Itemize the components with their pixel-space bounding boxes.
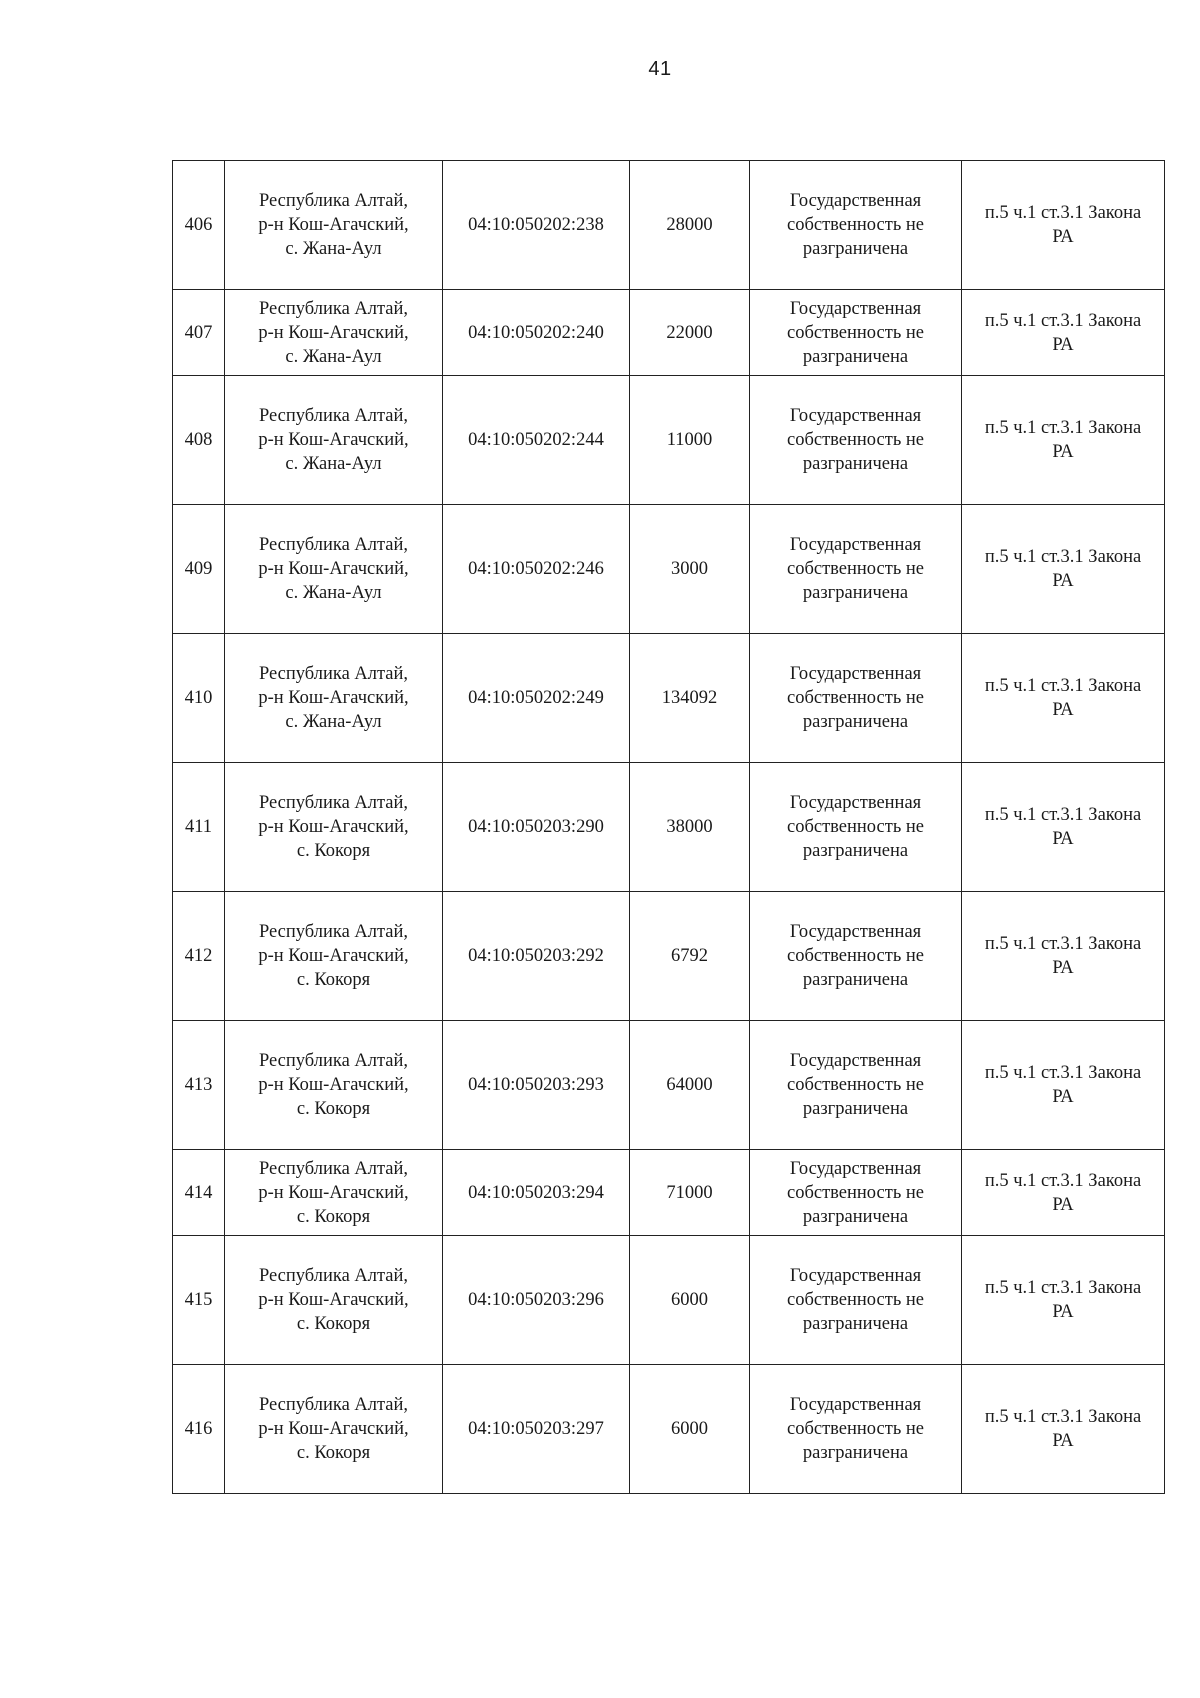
legal-basis-line-2: РА — [1052, 1302, 1074, 1322]
ownership-line-1: Государственная — [789, 191, 922, 211]
address-region: Республика Алтай, — [258, 406, 409, 426]
legal-basis-line-1: п.5 ч.1 ст.3.1 Закона — [984, 1063, 1142, 1083]
ownership-line-3: разграничена — [802, 454, 909, 474]
row-number: 410 — [184, 688, 213, 708]
legal-basis-line-1: п.5 ч.1 ст.3.1 Закона — [984, 310, 1142, 331]
table-row — [173, 505, 1165, 634]
page-number: 41 — [648, 58, 672, 80]
ownership-cell — [750, 634, 962, 763]
address-locality: с. Кокоря — [296, 841, 371, 861]
ownership-line-3: разграничена — [802, 1314, 909, 1334]
ownership-line-3: разграничена — [802, 1443, 909, 1463]
legal-basis-cell — [962, 634, 1165, 763]
table-row — [173, 763, 1165, 892]
ownership-cell — [750, 376, 962, 505]
legal-basis-cell — [962, 290, 1165, 376]
row-number: 409 — [184, 559, 213, 579]
area-cell — [630, 634, 750, 763]
cadastral-number-cell — [443, 1021, 630, 1150]
ownership-line-2: собственность не — [787, 1290, 924, 1310]
legal-basis-line-1: п.5 ч.1 ст.3.1 Закона — [984, 676, 1142, 696]
address-locality: с. Кокоря — [296, 1314, 371, 1334]
legal-basis-line-1: п.5 ч.1 ст.3.1 Закона — [984, 1170, 1142, 1191]
address-locality: с. Жана-Аул — [285, 454, 382, 474]
area-cell — [630, 1150, 750, 1236]
ownership-cell — [750, 892, 962, 1021]
area-cell — [630, 763, 750, 892]
legal-basis-cell — [962, 1365, 1165, 1494]
legal-basis-line-1: п.5 ч.1 ст.3.1 Закона — [984, 934, 1142, 954]
legal-basis-cell — [962, 1150, 1165, 1236]
area-value: 6792 — [671, 946, 708, 966]
cadastral-number-cell — [443, 1236, 630, 1365]
ownership-line-1: Государственная — [789, 1395, 922, 1415]
land-plots-table — [172, 160, 1165, 1494]
ownership-line-2: собственность не — [787, 322, 924, 343]
ownership-line-3: разграничена — [802, 970, 909, 990]
ownership-line-2: собственность не — [787, 1075, 924, 1095]
address-cell — [225, 376, 443, 505]
cadastral-number-cell — [443, 892, 630, 1021]
row-number-cell — [173, 376, 225, 505]
address-locality: с. Кокоря — [296, 1206, 371, 1227]
cadastral-number-cell — [443, 161, 630, 290]
address-district: р-н Кош-Агачский, — [258, 559, 409, 579]
address-region: Республика Алтай, — [258, 793, 409, 813]
legal-basis-line-1: п.5 ч.1 ст.3.1 Закона — [984, 203, 1142, 223]
legal-basis-cell — [962, 1021, 1165, 1150]
legal-basis-line-2: РА — [1052, 1431, 1074, 1451]
address-region: Республика Алтай, — [258, 1395, 409, 1415]
table-row — [173, 634, 1165, 763]
area-value: 6000 — [671, 1419, 708, 1439]
address-cell — [225, 763, 443, 892]
table-row — [173, 1365, 1165, 1494]
address-region: Республика Алтай, — [258, 191, 409, 211]
address-cell — [225, 1365, 443, 1494]
legal-basis-line-2: РА — [1052, 571, 1074, 591]
ownership-line-3: разграничена — [802, 712, 909, 732]
ownership-line-2: собственность не — [787, 559, 924, 579]
ownership-line-3: разграничена — [802, 841, 909, 861]
row-number-cell — [173, 892, 225, 1021]
address-district: р-н Кош-Агачский, — [258, 215, 409, 235]
address-locality: с. Кокоря — [296, 970, 371, 990]
address-region: Республика Алтай, — [258, 535, 409, 555]
area-value: 22000 — [666, 322, 713, 343]
legal-basis-line-2: РА — [1052, 700, 1074, 720]
row-number: 414 — [184, 1182, 213, 1203]
ownership-cell — [750, 505, 962, 634]
ownership-cell — [750, 1236, 962, 1365]
table-row — [173, 1236, 1165, 1365]
cadastral-number: 04:10:050203:293 — [468, 1075, 604, 1095]
row-number-cell — [173, 1150, 225, 1236]
address-cell — [225, 634, 443, 763]
ownership-line-2: собственность не — [787, 1419, 924, 1439]
ownership-line-3: разграничена — [802, 346, 909, 367]
legal-basis-line-2: РА — [1052, 1194, 1074, 1215]
address-district: р-н Кош-Агачский, — [258, 1075, 409, 1095]
address-district: р-н Кош-Агачский, — [258, 1290, 409, 1310]
cadastral-number-cell — [443, 763, 630, 892]
address-district: р-н Кош-Агачский, — [258, 688, 409, 708]
cadastral-number: 04:10:050202:240 — [468, 322, 604, 343]
row-number: 407 — [184, 322, 213, 343]
address-district: р-н Кош-Агачский, — [258, 430, 409, 450]
cadastral-number-cell — [443, 1365, 630, 1494]
legal-basis-cell — [962, 161, 1165, 290]
address-locality: с. Кокоря — [296, 1099, 371, 1119]
ownership-line-1: Государственная — [789, 793, 922, 813]
cadastral-number: 04:10:050203:296 — [468, 1290, 604, 1310]
row-number: 416 — [184, 1419, 213, 1439]
address-locality: с. Кокоря — [296, 1443, 371, 1463]
row-number-cell — [173, 505, 225, 634]
ownership-line-2: собственность не — [787, 1182, 924, 1203]
ownership-line-1: Государственная — [789, 1266, 922, 1286]
row-number-cell — [173, 161, 225, 290]
cadastral-number: 04:10:050203:294 — [468, 1182, 604, 1203]
row-number: 413 — [184, 1075, 213, 1095]
address-locality: с. Жана-Аул — [285, 583, 382, 603]
address-cell — [225, 505, 443, 634]
cadastral-number: 04:10:050202:238 — [468, 215, 604, 235]
ownership-line-2: собственность не — [787, 430, 924, 450]
ownership-line-1: Государственная — [789, 535, 922, 555]
address-cell — [225, 161, 443, 290]
area-value: 28000 — [666, 215, 713, 235]
area-value: 6000 — [671, 1290, 708, 1310]
ownership-line-1: Государственная — [789, 922, 922, 942]
row-number-cell — [173, 1236, 225, 1365]
table-row — [173, 892, 1165, 1021]
address-district: р-н Кош-Агачский, — [258, 1182, 409, 1203]
area-value: 11000 — [666, 430, 713, 450]
ownership-line-2: собственность не — [787, 817, 924, 837]
address-cell — [225, 1021, 443, 1150]
ownership-line-3: разграничена — [802, 583, 909, 603]
cadastral-number-cell — [443, 1150, 630, 1236]
row-number-cell — [173, 1021, 225, 1150]
area-cell — [630, 505, 750, 634]
cadastral-number: 04:10:050202:249 — [468, 688, 604, 708]
address-region: Республика Алтай, — [258, 1051, 409, 1071]
address-region: Республика Алтай, — [258, 664, 409, 684]
address-region: Республика Алтай, — [258, 298, 409, 319]
address-cell — [225, 1150, 443, 1236]
ownership-line-2: собственность не — [787, 688, 924, 708]
cadastral-number: 04:10:050203:290 — [468, 817, 604, 837]
row-number-cell — [173, 634, 225, 763]
ownership-line-1: Государственная — [789, 298, 922, 319]
ownership-cell — [750, 161, 962, 290]
table-row — [173, 290, 1165, 376]
ownership-line-1: Государственная — [789, 1051, 922, 1071]
ownership-cell — [750, 1021, 962, 1150]
ownership-line-1: Государственная — [789, 406, 922, 426]
ownership-line-3: разграничена — [802, 1206, 909, 1227]
ownership-line-1: Государственная — [789, 664, 922, 684]
table-row — [173, 1150, 1165, 1236]
cadastral-number: 04:10:050202:244 — [468, 430, 604, 450]
area-cell — [630, 161, 750, 290]
row-number-cell — [173, 290, 225, 376]
cadastral-number: 04:10:050202:246 — [468, 559, 604, 579]
cadastral-number-cell — [443, 376, 630, 505]
cadastral-number-cell — [443, 634, 630, 763]
legal-basis-line-2: РА — [1052, 1087, 1074, 1107]
legal-basis-line-2: РА — [1052, 829, 1074, 849]
address-district: р-н Кош-Агачский, — [258, 946, 409, 966]
address-cell — [225, 290, 443, 376]
legal-basis-line-1: п.5 ч.1 ст.3.1 Закона — [984, 805, 1142, 825]
legal-basis-cell — [962, 1236, 1165, 1365]
ownership-line-1: Государственная — [789, 1158, 922, 1179]
cadastral-number: 04:10:050203:297 — [468, 1419, 604, 1439]
cadastral-number-cell — [443, 505, 630, 634]
ownership-line-2: собственность не — [787, 946, 924, 966]
legal-basis-line-1: п.5 ч.1 ст.3.1 Закона — [984, 1278, 1142, 1298]
address-cell — [225, 892, 443, 1021]
area-cell — [630, 1365, 750, 1494]
address-region: Республика Алтай, — [258, 1158, 409, 1179]
address-district: р-н Кош-Агачский, — [258, 817, 409, 837]
table-row — [173, 376, 1165, 505]
ownership-cell — [750, 1150, 962, 1236]
row-number: 415 — [184, 1290, 213, 1310]
ownership-line-2: собственность не — [787, 215, 924, 235]
legal-basis-line-2: РА — [1052, 334, 1074, 355]
row-number: 406 — [184, 215, 213, 235]
address-locality: с. Жана-Аул — [285, 712, 382, 732]
legal-basis-line-2: РА — [1052, 958, 1074, 978]
legal-basis-line-1: п.5 ч.1 ст.3.1 Закона — [984, 547, 1142, 567]
area-cell — [630, 1021, 750, 1150]
area-cell — [630, 290, 750, 376]
area-value: 38000 — [666, 817, 713, 837]
area-value: 3000 — [671, 559, 708, 579]
address-region: Республика Алтай, — [258, 1266, 409, 1286]
table-row — [173, 1021, 1165, 1150]
address-cell — [225, 1236, 443, 1365]
cadastral-number: 04:10:050203:292 — [468, 946, 604, 966]
ownership-cell — [750, 290, 962, 376]
legal-basis-line-2: РА — [1052, 227, 1074, 247]
table-body — [173, 161, 1165, 1494]
row-number-cell — [173, 1365, 225, 1494]
address-district: р-н Кош-Агачский, — [258, 322, 409, 343]
address-region: Республика Алтай, — [258, 922, 409, 942]
row-number: 411 — [184, 817, 213, 837]
legal-basis-line-1: п.5 ч.1 ст.3.1 Закона — [984, 418, 1142, 438]
area-value: 64000 — [666, 1075, 713, 1095]
area-cell — [630, 376, 750, 505]
address-district: р-н Кош-Агачский, — [258, 1419, 409, 1439]
land-plots-table-wrapper — [172, 160, 1164, 1494]
row-number-cell — [173, 763, 225, 892]
address-locality: с. Жана-Аул — [285, 346, 382, 367]
ownership-cell — [750, 763, 962, 892]
ownership-line-3: разграничена — [802, 1099, 909, 1119]
area-cell — [630, 1236, 750, 1365]
legal-basis-cell — [962, 376, 1165, 505]
area-cell — [630, 892, 750, 1021]
area-value: 134092 — [661, 688, 718, 708]
ownership-line-3: разграничена — [802, 239, 909, 259]
legal-basis-line-1: п.5 ч.1 ст.3.1 Закона — [984, 1407, 1142, 1427]
cadastral-number-cell — [443, 290, 630, 376]
row-number: 408 — [184, 430, 213, 450]
ownership-cell — [750, 1365, 962, 1494]
legal-basis-line-2: РА — [1052, 442, 1074, 462]
table-row — [173, 161, 1165, 290]
area-value: 71000 — [666, 1182, 713, 1203]
legal-basis-cell — [962, 892, 1165, 1021]
address-locality: с. Жана-Аул — [285, 239, 382, 259]
row-number: 412 — [184, 946, 213, 966]
legal-basis-cell — [962, 763, 1165, 892]
legal-basis-cell — [962, 505, 1165, 634]
